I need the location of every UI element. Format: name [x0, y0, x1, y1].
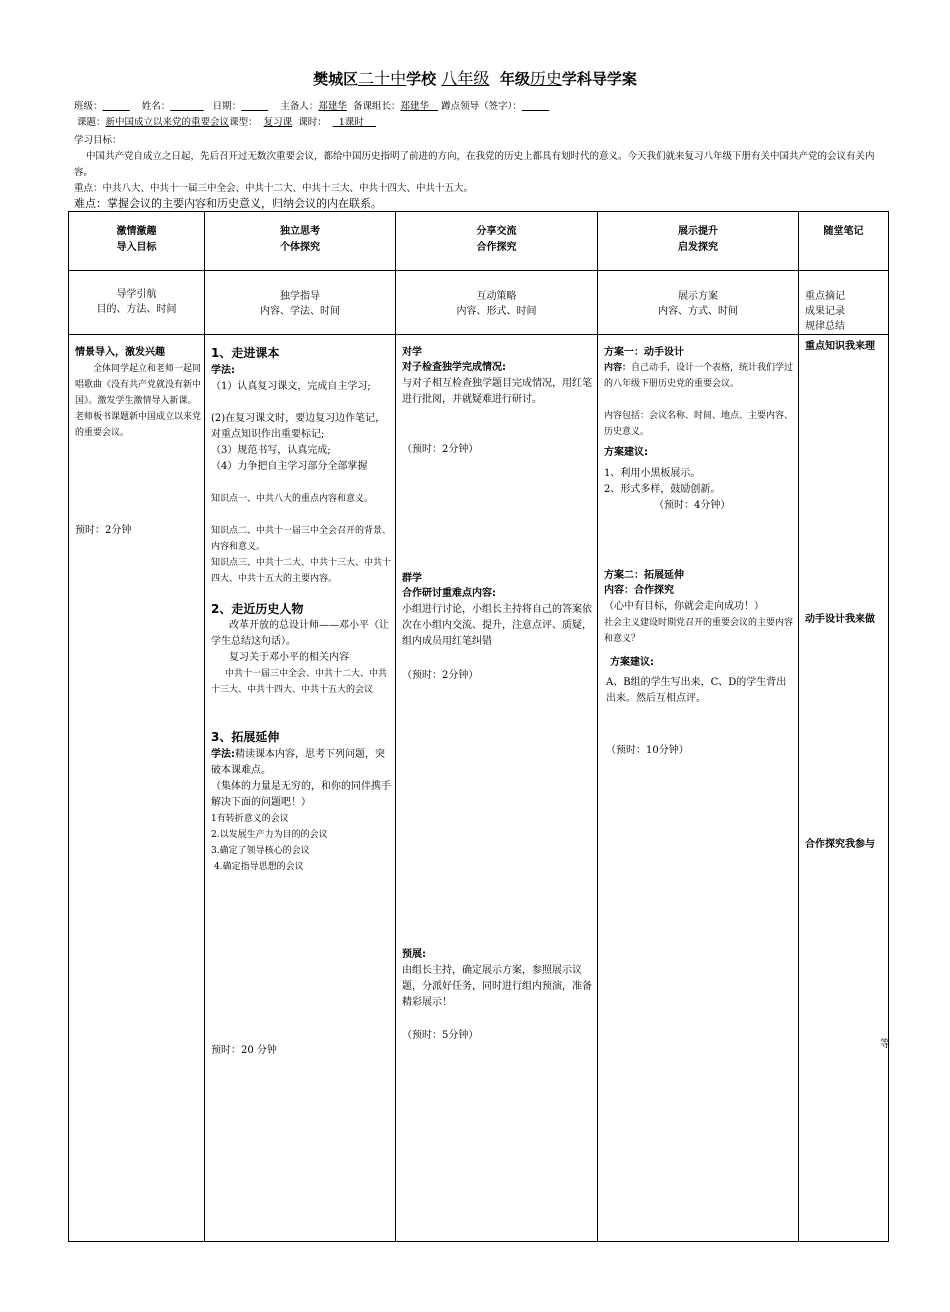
knowledge-point: 知识点二、中共十一届三中全会召开的背景、内容和意义。: [211, 526, 392, 552]
subheader-cell: 展示方案 内容、方式、时间: [598, 271, 799, 335]
note-heading: 合作探究我参与: [805, 839, 875, 850]
section-title: 3、拓展延伸: [211, 730, 280, 744]
subheader-cell: 独学指导 内容、学法、时间: [205, 271, 396, 335]
plan-text: 自己动手，设计一个表格，统计我们学过的八年级下册历史党的重要会议。: [604, 363, 794, 389]
lesson-plan-table: [68, 211, 889, 1242]
cooperation-cell: [396, 335, 598, 1242]
question-item: 3.确定了领导核心的会议: [211, 846, 310, 856]
method-label: 学法:: [211, 749, 235, 760]
self-study-time: 预时：20 分钟: [211, 1045, 277, 1056]
activity-time: （预时：2分钟）: [402, 670, 479, 681]
question-item: 2.以发展生产力为目的的会议: [211, 830, 328, 840]
trailing-text: 等: [880, 1039, 890, 1050]
section-title: 1、走进课本: [211, 346, 280, 360]
list-item: （4）力争把自主学习部分全部掌握: [211, 461, 368, 472]
intro-text: 全体同学起立和老师一起同唱歌曲《没有共产党就没有新中国》。激发学生激情导入新课。老师板书课题新中国成立以来党的重要会议。: [75, 364, 202, 438]
self-study-cell: [205, 335, 396, 1242]
intro-title: 情景导入，激发兴趣: [75, 347, 165, 358]
knowledge-point: 知识点一、中共八大的重点内容和意义。: [211, 494, 374, 504]
subheader-cell: 重点摘记 成果记录 规律总结: [799, 271, 889, 335]
paragraph: 改革开放的总设计师——邓小平（让学生总结这句话）。: [211, 620, 389, 647]
paragraph: （集体的力量是无穷的，和你的同伴携手解决下面的问题吧！）: [211, 781, 391, 808]
knowledge-point: 知识点三、中共十二大、中共十三大、中共十四大、中共十五大的主要内容。: [211, 558, 392, 584]
activity-subtitle: 合作研讨重难点内容:: [402, 588, 496, 599]
header-cell: 激情激趣 导入目标: [69, 212, 205, 271]
method-label: 学法:: [211, 365, 235, 376]
plan-time: （预时：10分钟）: [606, 745, 689, 756]
suggestion-label: 方案建议:: [610, 657, 654, 668]
goals-text: 中国共产党自成立之日起，先后召开过无数次重要会议，都给中国历史指明了前进的方向，在我党的历史上都具有划时代的意义。今天我们就来复习八年级下册有关中国共产党的会议有关内容。: [74, 151, 875, 178]
section-title: 2、走近历史人物: [211, 602, 304, 616]
list-item: （3）规范书写，认真完成;: [211, 445, 331, 456]
activity-title: 群学: [402, 573, 422, 584]
header-row: [69, 212, 889, 271]
note-heading: 动手设计我来做: [805, 614, 875, 625]
subheader-cell: 互动策略 内容、形式、时间: [396, 271, 598, 335]
plan-text: （心中有目标，你就会走向成功！）: [604, 601, 764, 612]
intro-cell: [69, 335, 205, 1242]
paragraph: 中共十一届三中全会、中共十二大、中共十三大、中共十四大、中共十五大的会议: [211, 669, 388, 695]
activity-time: （预时：5分钟）: [402, 1030, 479, 1041]
header-cell: 展示提升 启发探究: [598, 212, 799, 271]
page-title: 樊城区二十中学校 八年级 年级历史学科导学案: [313, 69, 637, 88]
intro-time: 预时：2分钟: [75, 525, 132, 536]
note-heading: 重点知识我来理: [805, 341, 875, 352]
suggestion-item: 2、形式多样，鼓励创新。: [604, 484, 721, 495]
header-cell: 分享交流 合作探究: [396, 212, 598, 271]
activity-text: 由组长主持，确定展示方案，参照展示议题，分派好任务，同时进行组内预演，准备精彩展示！: [402, 965, 592, 1008]
activity-text: 小组进行讨论，小组长主持将自己的答案依次在小组内交流、提升，注意点评、质疑，组内成员用红笔纠错: [402, 604, 592, 647]
difficult-points: 难点：掌握会议的主要内容和历史意义，归纳会议的内在联系。: [74, 197, 382, 210]
key-points: 重点：中共八大、中共十一届三中全会、中共十二大、中共十三大、中共十四大、中共十五大。: [74, 183, 474, 194]
activity-subtitle: 对子检查独学完成情况:: [402, 362, 506, 373]
plan-label: 内容：: [604, 363, 632, 373]
activity-time: （预时：2分钟）: [402, 444, 479, 455]
plan-time: （预时：4分钟）: [654, 500, 731, 511]
header-cell: 随堂笔记: [799, 212, 889, 271]
list-item: (2)在复习课文时，要边复习边作笔记，对重点知识作出重要标记;: [211, 413, 386, 440]
plan-title: 方案二：拓展延伸: [604, 570, 684, 581]
content-row: [69, 335, 889, 1242]
plan-label: 内容：合作探究: [604, 585, 674, 596]
plan-text: 社会主义建设时期党召开的重要会议的主要内容和意义？: [604, 618, 794, 644]
header-info-line: 班级： 姓名： 日期： 主备人：郑建华 备课组长：郑建华 蹲点领导（签字）：: [74, 101, 522, 112]
presentation-cell: [598, 335, 799, 1242]
subheader-cell: 导学引航 目的、方法、时间: [69, 271, 205, 335]
activity-title: 预展:: [402, 949, 426, 960]
activity-text: 与对子相互检查独学题目完成情况，用红笔进行批阅，并就疑难进行研讨。: [402, 378, 592, 405]
notes-cell: [799, 335, 889, 1242]
lesson-info-line: 课题：新中国成立以来党的重要会议课型： 复习课 课时： 1课时: [77, 117, 364, 128]
paragraph: 精读课本内容，思考下列问题，突破本课难点。: [211, 749, 385, 776]
subheader-row: [69, 271, 889, 335]
plan-title: 方案一：动手设计: [604, 347, 684, 358]
suggestion-item: A、B组的学生写出来，C、D的学生背出出来。然后互相点评。: [606, 677, 787, 704]
header-cell: 独立思考 个体探究: [205, 212, 396, 271]
plan-text: 内容包括：会议名称、时间、地点、主要内容、历史意义。: [604, 411, 794, 437]
goals-label: 学习目标：: [74, 135, 122, 146]
suggestion-label: 方案建议:: [604, 447, 648, 458]
activity-title: 对学: [402, 347, 422, 358]
list-item: （1）认真复习课文，完成自主学习;: [211, 381, 371, 392]
question-item: 1有转折意义的会议: [211, 814, 289, 824]
question-item: 4.确定指导思想的会议: [214, 862, 304, 872]
suggestion-item: 1、利用小黑板展示。: [604, 468, 701, 479]
paragraph: 复习关于邓小平的相关内容: [229, 652, 349, 663]
